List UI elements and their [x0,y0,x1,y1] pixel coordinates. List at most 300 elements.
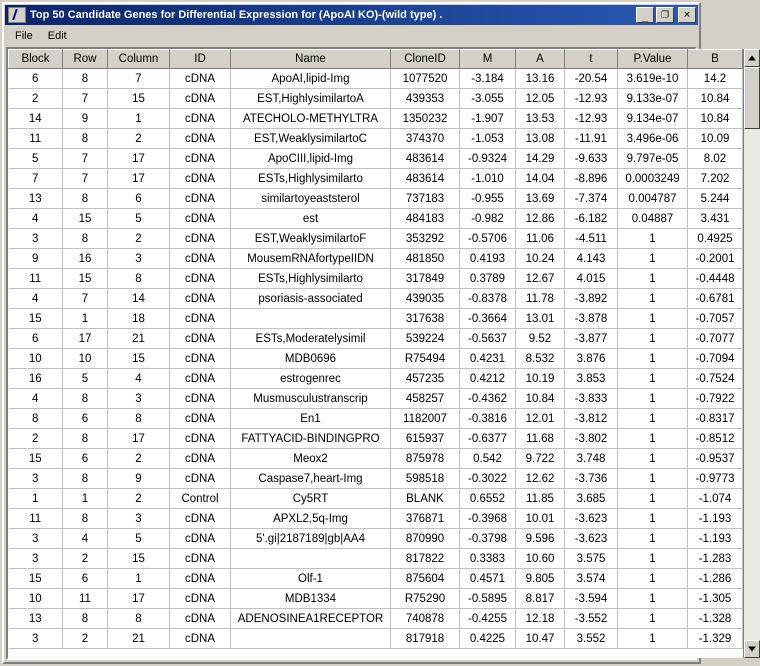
cell-cloneid: 439035 [391,289,460,309]
scroll-up-icon[interactable] [744,49,760,67]
cell-block: 3 [9,229,63,249]
cell-id: cDNA [170,269,231,289]
cell-row: 1 [63,309,108,329]
cell-block: 15 [9,449,63,469]
cell-cloneid: 875604 [391,569,460,589]
cell-row: 4 [63,529,108,549]
cell-m: 0.3789 [460,269,516,289]
cell-b: -0.4448 [688,269,743,289]
cell-p-value: 0.04887 [618,209,688,229]
cell-m: 0.3383 [460,549,516,569]
cell-a: 10.47 [516,629,565,649]
cell-m: -0.8378 [460,289,516,309]
cell-p-value: 1 [618,629,688,649]
cell-block: 6 [9,69,63,89]
cell-cloneid: R75290 [391,589,460,609]
cell-a: 12.67 [516,269,565,289]
cell-name: MDB0696 [231,349,391,369]
table-row[interactable] [9,569,743,589]
cell-cloneid: 598518 [391,469,460,489]
cell-p-value: 1 [618,389,688,409]
cell-b: -1.193 [688,509,743,529]
cell-p-value: 0.004787 [618,189,688,209]
table-row[interactable] [9,509,743,529]
column-header-name[interactable]: Name [231,50,391,69]
cell-p-value: 1 [618,349,688,369]
cell-m: -0.4362 [460,389,516,409]
cell-b: -0.6781 [688,289,743,309]
cell-column: 9 [108,469,170,489]
cell-column: 17 [108,589,170,609]
cell-b: 3.431 [688,209,743,229]
cell-p-value: 1 [618,569,688,589]
cell-name: ESTs,Moderatelysimil [231,329,391,349]
cell-b: -0.9773 [688,469,743,489]
cell-b: 0.4925 [688,229,743,249]
cell-t: -3.892 [565,289,618,309]
cell-column: 5 [108,209,170,229]
cell-id: cDNA [170,629,231,649]
cell-id: cDNA [170,209,231,229]
main-window [2,2,735,664]
cell-id: cDNA [170,449,231,469]
cell-p-value: 3.619e-10 [618,69,688,89]
cell-a: 12.62 [516,469,565,489]
cell-column: 3 [108,249,170,269]
cell-b: 10.84 [688,109,743,129]
cell-p-value: 1 [618,609,688,629]
cell-a: 12.05 [516,89,565,109]
cell-block: 11 [9,269,63,289]
cell-name: FATTYACID-BINDINGPRO [231,429,391,449]
cell-row: 15 [63,209,108,229]
cell-id: cDNA [170,309,231,329]
cell-column: 15 [108,89,170,109]
cell-cloneid: 737183 [391,189,460,209]
cell-row: 8 [63,609,108,629]
cell-row: 6 [63,449,108,469]
cell-id: cDNA [170,589,231,609]
table-row[interactable] [9,429,743,449]
menu-edit[interactable]: Edit [47,30,67,42]
cell-row: 7 [63,289,108,309]
table-row[interactable] [9,289,743,309]
cell-b: -0.7094 [688,349,743,369]
cell-m: -0.3798 [460,529,516,549]
cell-t: -9.633 [565,149,618,169]
column-header-b[interactable]: B [688,50,743,69]
cell-row: 10 [63,349,108,369]
cell-p-value: 1 [618,589,688,609]
minimize-icon: _ [641,11,649,24]
cell-a: 12.01 [516,409,565,429]
cell-column: 21 [108,629,170,649]
cell-t: -3.833 [565,389,618,409]
cell-column: 3 [108,509,170,529]
cell-column: 17 [108,429,170,449]
cell-t: 3.853 [565,369,618,389]
cell-name: ApoCIII,lipid-Img [231,149,391,169]
cell-row: 5 [63,369,108,389]
table-row[interactable] [9,389,743,409]
cell-m: -0.3816 [460,409,516,429]
column-header-row[interactable]: Row [63,50,108,69]
table-row[interactable] [9,469,743,489]
cell-t: -3.552 [565,609,618,629]
cell-row: 7 [63,169,108,189]
cell-b: 10.84 [688,89,743,109]
table-row[interactable] [9,329,743,349]
cell-id: cDNA [170,549,231,569]
cell-id: cDNA [170,69,231,89]
cell-m: 0.4193 [460,249,516,269]
cell-m: -0.3664 [460,309,516,329]
cell-row: 11 [63,589,108,609]
cell-column: 8 [108,609,170,629]
cell-name: APXL2,5q-Img [231,509,391,529]
cell-id: Control [170,489,231,509]
cell-cloneid: 376871 [391,509,460,529]
cell-name [231,549,391,569]
results-table-container [8,49,743,658]
scroll-down-icon[interactable] [744,640,760,658]
cell-cloneid: 374370 [391,129,460,149]
cell-t: -3.877 [565,329,618,349]
vertical-scrollbar[interactable] [743,49,760,658]
cell-a: 10.01 [516,509,565,529]
cell-name: EST,WeaklysimilartoF [231,229,391,249]
cell-block: 4 [9,389,63,409]
cell-b: -0.8317 [688,409,743,429]
cell-m: -3.184 [460,69,516,89]
table-row[interactable] [9,109,743,129]
cell-name: En1 [231,409,391,429]
column-header-a[interactable]: A [516,50,565,69]
cell-row: 1 [63,489,108,509]
cell-b: 5.244 [688,189,743,209]
column-header-p-value[interactable]: P.Value [618,50,688,69]
cell-a: 10.24 [516,249,565,269]
cell-b: 14.2 [688,69,743,89]
cell-name: est [231,209,391,229]
cell-b: 10.09 [688,129,743,149]
cell-row: 6 [63,569,108,589]
cell-b: 7.202 [688,169,743,189]
cell-p-value: 1 [618,429,688,449]
cell-a: 11.68 [516,429,565,449]
cell-m: -0.5637 [460,329,516,349]
cell-b: -0.9537 [688,449,743,469]
column-header-m[interactable]: M [460,50,516,69]
close-icon: ✕ [683,9,691,20]
cell-b: -1.074 [688,489,743,509]
cell-id: cDNA [170,409,231,429]
title-bar[interactable] [5,5,698,25]
cell-id: cDNA [170,329,231,349]
column-header-id[interactable]: ID [170,50,231,69]
cell-b: -1.305 [688,589,743,609]
cell-t: -3.594 [565,589,618,609]
cell-row: 16 [63,249,108,269]
cell-a: 13.01 [516,309,565,329]
cell-name: ATECHOLO-METHYLTRA [231,109,391,129]
cell-column: 7 [108,69,170,89]
cell-id: cDNA [170,509,231,529]
cell-a: 11.06 [516,229,565,249]
cell-m: -0.5895 [460,589,516,609]
cell-a: 9.596 [516,529,565,549]
cell-block: 3 [9,469,63,489]
cell-t: 4.015 [565,269,618,289]
table-header-row [9,50,743,69]
cell-m: 0.542 [460,449,516,469]
cell-p-value: 1 [618,549,688,569]
table-row[interactable] [9,89,743,109]
maximize-icon: ❐ [660,9,670,20]
cell-t: -7.374 [565,189,618,209]
column-header-t[interactable]: t [565,50,618,69]
cell-id: cDNA [170,609,231,629]
cell-t: -3.802 [565,429,618,449]
cell-m: -0.5706 [460,229,516,249]
cell-row: 2 [63,549,108,569]
cell-a: 13.69 [516,189,565,209]
table-row[interactable] [9,549,743,569]
cell-block: 8 [9,409,63,429]
cell-p-value: 1 [618,309,688,329]
close-button[interactable] [678,7,696,23]
cell-m: -1.907 [460,109,516,129]
cell-name [231,309,391,329]
cell-p-value: 1 [618,409,688,429]
column-header-cloneid[interactable]: CloneID [391,50,460,69]
cell-a: 12.86 [516,209,565,229]
cell-cloneid: BLANK [391,489,460,509]
cell-name: Olf-1 [231,569,391,589]
cell-m: -1.010 [460,169,516,189]
cell-id: cDNA [170,229,231,249]
cell-cloneid: 483614 [391,169,460,189]
scrollbar-track[interactable] [744,67,760,640]
cell-p-value: 3.496e-06 [618,129,688,149]
cell-name: ESTs,Highlysimilarto [231,169,391,189]
cell-row: 2 [63,629,108,649]
cell-t: -11.91 [565,129,618,149]
cell-column: 8 [108,409,170,429]
table-row[interactable] [9,189,743,209]
cell-id: cDNA [170,469,231,489]
cell-t: -3.623 [565,509,618,529]
column-header-block[interactable]: Block [9,50,63,69]
table-row[interactable] [9,529,743,549]
cell-block: 4 [9,289,63,309]
cell-m: -0.955 [460,189,516,209]
table-row[interactable] [9,209,743,229]
cell-block: 2 [9,429,63,449]
table-row[interactable] [9,229,743,249]
cell-b: -1.328 [688,609,743,629]
cell-cloneid: 1077520 [391,69,460,89]
table-row[interactable] [9,349,743,369]
cell-column: 21 [108,329,170,349]
cell-block: 11 [9,129,63,149]
cell-m: -0.6377 [460,429,516,449]
table-row[interactable] [9,309,743,329]
cell-p-value: 1 [618,509,688,529]
table-row[interactable] [9,129,743,149]
window-controls [636,7,696,23]
cell-row: 8 [63,129,108,149]
cell-p-value: 1 [618,249,688,269]
cell-m: -3.055 [460,89,516,109]
cell-p-value: 1 [618,449,688,469]
cell-cloneid: 481850 [391,249,460,269]
document-icon [8,7,26,23]
cell-b: -1.286 [688,569,743,589]
cell-id: cDNA [170,569,231,589]
table-row[interactable] [9,269,743,289]
cell-b: -0.8512 [688,429,743,449]
cell-cloneid: R75494 [391,349,460,369]
table-row[interactable] [9,369,743,389]
cell-name: 5'.gi|2187189|gb|AA4 [231,529,391,549]
cell-t: 3.575 [565,549,618,569]
cell-m: -0.9324 [460,149,516,169]
cell-row: 8 [63,189,108,209]
table-row[interactable] [9,409,743,429]
cell-name: estrogenrec [231,369,391,389]
cell-block: 7 [9,169,63,189]
cell-row: 8 [63,469,108,489]
cell-row: 7 [63,149,108,169]
table-row[interactable] [9,609,743,629]
cell-t: 3.685 [565,489,618,509]
cell-block: 3 [9,549,63,569]
cell-column: 1 [108,109,170,129]
cell-m: -0.4255 [460,609,516,629]
cell-a: 11.85 [516,489,565,509]
cell-m: 0.4231 [460,349,516,369]
window-title: Top 50 Candidate Genes for Differential Expression for (ApoAI KO)-(wild type) . [30,9,443,21]
cell-p-value: 1 [618,269,688,289]
cell-row: 8 [63,389,108,409]
cell-a: 8.817 [516,589,565,609]
cell-block: 10 [9,349,63,369]
cell-p-value: 1 [618,369,688,389]
cell-t: -4.511 [565,229,618,249]
cell-cloneid: 817822 [391,549,460,569]
cell-cloneid: 458257 [391,389,460,409]
cell-block: 15 [9,309,63,329]
cell-block: 4 [9,209,63,229]
cell-a: 11.78 [516,289,565,309]
table-row[interactable] [9,169,743,189]
cell-id: cDNA [170,289,231,309]
cell-m: 0.4212 [460,369,516,389]
cell-name [231,629,391,649]
cell-column: 15 [108,349,170,369]
scrollbar-thumb[interactable] [744,67,760,129]
cell-cloneid: 615937 [391,429,460,449]
cell-name: similartoyeaststerol [231,189,391,209]
minimize-button[interactable] [636,7,654,23]
maximize-button[interactable] [656,7,674,23]
cell-column: 2 [108,129,170,149]
cell-block: 10 [9,589,63,609]
cell-a: 13.53 [516,109,565,129]
cell-id: cDNA [170,189,231,209]
menu-bar [4,26,699,47]
table-row[interactable] [9,69,743,89]
cell-column: 1 [108,569,170,589]
table-row[interactable] [9,489,743,509]
cell-b: -1.193 [688,529,743,549]
cell-id: cDNA [170,529,231,549]
cell-id: cDNA [170,109,231,129]
cell-t: 3.748 [565,449,618,469]
cell-m: -0.3022 [460,469,516,489]
cell-column: 17 [108,149,170,169]
cell-p-value: 1 [618,489,688,509]
cell-name: psoriasis-associated [231,289,391,309]
table-row[interactable] [9,149,743,169]
cell-b: -0.7077 [688,329,743,349]
cell-row: 8 [63,69,108,89]
cell-block: 2 [9,89,63,109]
cell-a: 10.84 [516,389,565,409]
cell-cloneid: 817918 [391,629,460,649]
cell-block: 3 [9,629,63,649]
cell-a: 14.04 [516,169,565,189]
table-row[interactable] [9,249,743,269]
cell-block: 15 [9,569,63,589]
cell-m: -0.982 [460,209,516,229]
cell-row: 8 [63,509,108,529]
cell-t: -20.54 [565,69,618,89]
table-row[interactable] [9,449,743,469]
table-row[interactable] [9,589,743,609]
cell-column: 15 [108,549,170,569]
cell-t: 4.143 [565,249,618,269]
cell-cloneid: 740878 [391,609,460,629]
cell-b: -0.2001 [688,249,743,269]
cell-block: 6 [9,329,63,349]
cell-a: 12.18 [516,609,565,629]
cell-a: 13.08 [516,129,565,149]
cell-a: 14.29 [516,149,565,169]
cell-a: 8.532 [516,349,565,369]
cell-cloneid: 317849 [391,269,460,289]
cell-id: cDNA [170,129,231,149]
cell-column: 2 [108,489,170,509]
cell-row: 9 [63,109,108,129]
cell-row: 8 [63,229,108,249]
table-row[interactable] [9,629,743,649]
cell-p-value: 1 [618,329,688,349]
cell-cloneid: 1350232 [391,109,460,129]
cell-name: MousemRNAfortypeIIDN [231,249,391,269]
cell-t: -3.736 [565,469,618,489]
column-header-column[interactable]: Column [108,50,170,69]
cell-name: Meox2 [231,449,391,469]
client-area [6,47,735,660]
menu-file[interactable]: File [15,30,33,42]
cell-row: 6 [63,409,108,429]
cell-column: 3 [108,389,170,409]
cell-t: -3.623 [565,529,618,549]
cell-p-value: 1 [618,229,688,249]
cell-block: 16 [9,369,63,389]
